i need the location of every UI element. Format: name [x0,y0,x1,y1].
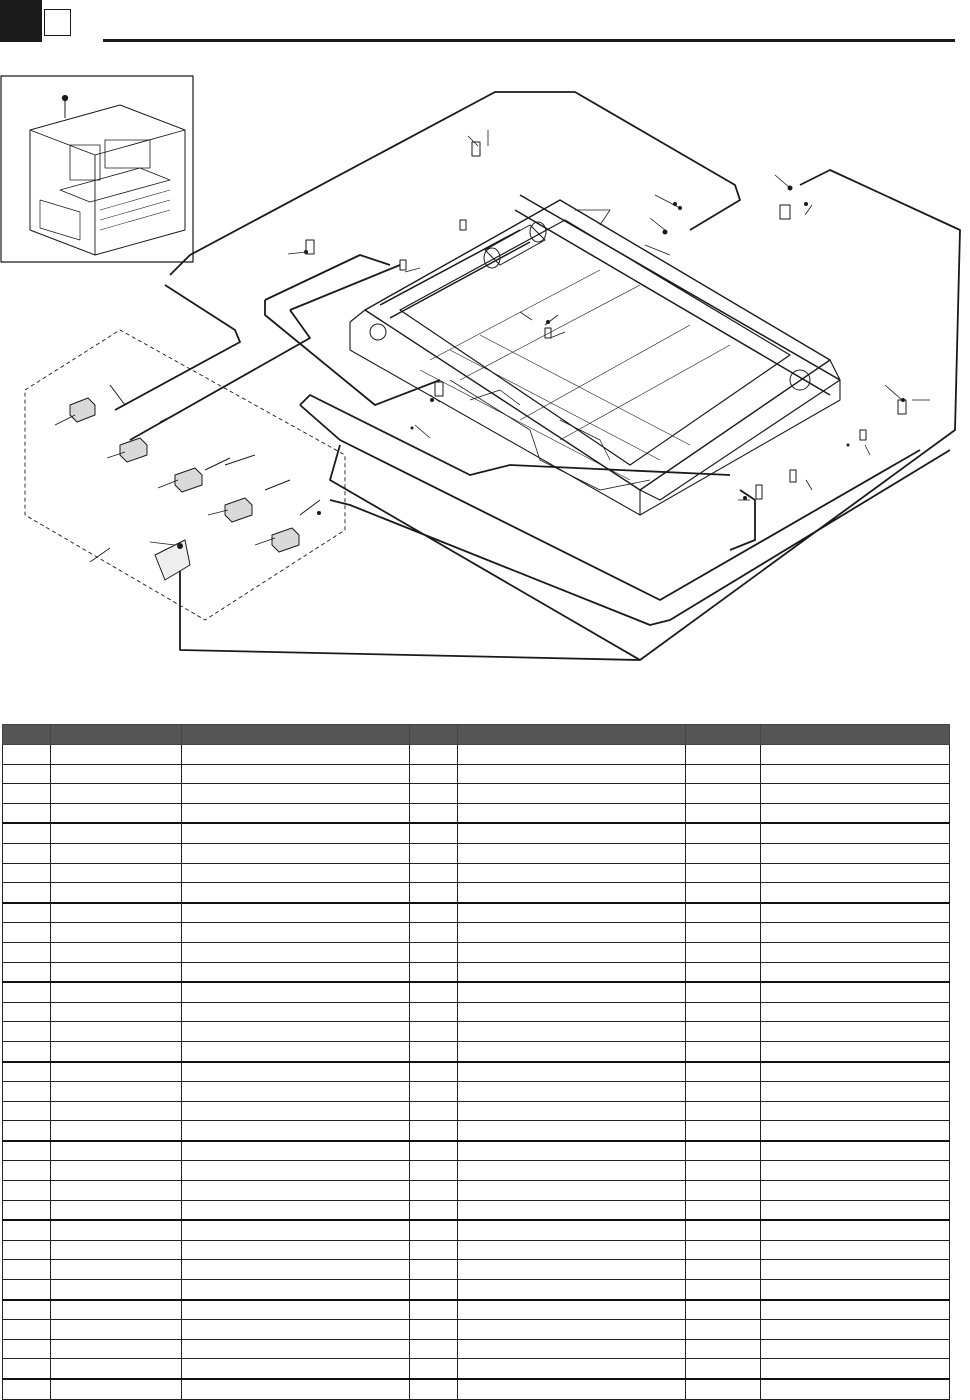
table-cell [686,863,761,883]
table-cell [51,863,182,883]
table-cell [3,745,51,765]
table-row [3,863,950,883]
table-row [3,1260,950,1280]
table-cell [182,1121,410,1141]
table-cell [761,1320,950,1340]
table-cell [3,1041,51,1061]
table-cell [410,1161,458,1181]
table-cell [686,1280,761,1300]
table-cell [458,1339,686,1359]
table-cell [686,903,761,923]
table-cell [410,764,458,784]
table-cell [686,923,761,943]
table-cell [761,1002,950,1022]
table-cell [3,843,51,863]
table-cell [458,1101,686,1121]
table-cell [761,942,950,962]
table-cell [3,803,51,823]
table-cell [686,1002,761,1022]
table-cell [761,1022,950,1042]
column-header [686,725,761,745]
table-cell [51,1121,182,1141]
table-cell [182,1161,410,1181]
table-cell [761,1220,950,1240]
table-row [3,942,950,962]
table-cell [761,1141,950,1161]
main-frame-assembly [350,195,840,515]
table-cell [458,1300,686,1320]
table-row [3,1359,950,1379]
table-cell [761,1200,950,1220]
table-row [3,1200,950,1220]
table-cell [458,843,686,863]
table-cell [3,863,51,883]
table-cell [51,823,182,843]
table-cell [458,1062,686,1082]
table-cell [458,1181,686,1201]
table-cell [761,903,950,923]
table-cell [761,982,950,1002]
table-cell [686,1359,761,1379]
table-cell [3,923,51,943]
machine-overview-inset [1,76,193,262]
table-cell [3,1200,51,1220]
table-cell [51,784,182,804]
table-cell [686,784,761,804]
table-cell [3,1280,51,1300]
table-cell [410,1220,458,1240]
table-cell [410,1280,458,1300]
table-cell [410,1002,458,1022]
table-cell [3,1141,51,1161]
table-cell [51,1300,182,1320]
table-cell [182,1181,410,1201]
table-cell [458,1320,686,1340]
table-cell [410,1300,458,1320]
table-cell [410,962,458,982]
table-cell [458,1041,686,1061]
table-cell [686,1300,761,1320]
table-cell [51,1280,182,1300]
table-cell [458,903,686,923]
table-cell [410,1260,458,1280]
table-cell [761,1041,950,1061]
table-cell [410,1200,458,1220]
table-row [3,1320,950,1340]
table-cell [761,803,950,823]
table-cell [686,1260,761,1280]
table-cell [410,745,458,765]
table-cell [458,1359,686,1379]
table-cell [458,745,686,765]
table-cell [458,863,686,883]
table-cell [3,1101,51,1121]
table-cell [3,1062,51,1082]
table-cell [458,1280,686,1300]
table-row [3,764,950,784]
table-cell [51,923,182,943]
column-header [458,725,686,745]
table-cell [761,1339,950,1359]
table-cell [182,1339,410,1359]
table-cell [182,883,410,903]
table-cell [410,982,458,1002]
table-cell [686,1121,761,1141]
section-marker-box [44,9,71,36]
table-row [3,903,950,923]
table-cell [51,982,182,1002]
table-cell [182,764,410,784]
parts-list-table [2,724,950,1400]
table-cell [51,962,182,982]
table-body [3,745,950,1400]
column-header [51,725,182,745]
table-cell [410,803,458,823]
table-cell [3,1161,51,1181]
table-cell [410,843,458,863]
column-header [3,725,51,745]
table-cell [182,1041,410,1061]
table-cell [686,1320,761,1340]
table-cell [182,1240,410,1260]
table-cell [410,1062,458,1082]
table-cell [686,1022,761,1042]
table-cell [51,1181,182,1201]
table-cell [3,883,51,903]
column-header [182,725,410,745]
table-cell [51,1220,182,1240]
table-cell [182,962,410,982]
table-cell [761,843,950,863]
table-row [3,1062,950,1082]
table-cell [3,1181,51,1201]
table-cell [3,1240,51,1260]
table-row [3,1300,950,1320]
table-cell [761,1280,950,1300]
table-cell [410,823,458,843]
table-cell [458,982,686,1002]
table-cell [686,1101,761,1121]
table-cell [3,784,51,804]
table-row [3,745,950,765]
table-cell [182,1062,410,1082]
table-row [3,1220,950,1240]
table-cell [51,1379,182,1399]
table-cell [51,745,182,765]
table-cell [410,863,458,883]
table-cell [182,1082,410,1102]
table-cell [686,764,761,784]
table-cell [182,1101,410,1121]
table-cell [51,803,182,823]
table-row [3,923,950,943]
table-row [3,1022,950,1042]
table-cell [458,1379,686,1399]
table-cell [3,1082,51,1102]
table-cell [182,1359,410,1379]
table-row [3,883,950,903]
column-header [410,725,458,745]
table-cell [458,1200,686,1220]
table-cell [182,923,410,943]
table-cell [458,1260,686,1280]
table-cell [761,1101,950,1121]
table-cell [51,1101,182,1121]
table-row [3,962,950,982]
table-cell [51,843,182,863]
table-cell [686,1082,761,1102]
table-cell [3,764,51,784]
table-cell [410,1240,458,1260]
table-cell [410,784,458,804]
table-cell [3,1022,51,1042]
table-cell [3,1300,51,1320]
table-cell [761,1240,950,1260]
table-cell [686,883,761,903]
table-cell [182,1280,410,1300]
table-cell [51,1022,182,1042]
table-cell [182,1200,410,1220]
table-cell [182,863,410,883]
table-cell [686,1379,761,1399]
table-cell [761,1260,950,1280]
table-cell [410,942,458,962]
table-cell [410,923,458,943]
table-cell [51,1141,182,1161]
table-cell [410,1101,458,1121]
table-row [3,803,950,823]
table-row [3,1280,950,1300]
table-cell [458,1240,686,1260]
table-cell [458,803,686,823]
table-cell [51,1359,182,1379]
table-cell [458,883,686,903]
column-header [761,725,950,745]
table-cell [410,1181,458,1201]
table-cell [686,843,761,863]
table-cell [3,1220,51,1240]
table-row [3,1240,950,1260]
table-cell [51,1161,182,1181]
table-cell [3,942,51,962]
table-cell [3,1359,51,1379]
table-cell [410,1082,458,1102]
table-row [3,1002,950,1022]
table-cell [51,1002,182,1022]
table-cell [182,745,410,765]
table-cell [458,784,686,804]
table-cell [458,923,686,943]
table-cell [458,1082,686,1102]
table-cell [686,1161,761,1181]
table-cell [458,962,686,982]
table-cell [761,883,950,903]
table-row [3,1082,950,1102]
table-cell [410,883,458,903]
table-cell [458,1121,686,1141]
table-cell [51,1062,182,1082]
table-cell [3,1379,51,1399]
table-cell [410,1022,458,1042]
table-row [3,1141,950,1161]
table-cell [51,1339,182,1359]
table-cell [686,803,761,823]
table-cell [761,1181,950,1201]
table-cell [3,1121,51,1141]
table-cell [686,962,761,982]
table-cell [761,1161,950,1181]
table-cell [182,1022,410,1042]
table-cell [182,1260,410,1280]
table-cell [182,982,410,1002]
table-cell [182,1002,410,1022]
table-cell [761,923,950,943]
table-cell [761,823,950,843]
table-cell [51,1240,182,1260]
table-cell [182,803,410,823]
table-cell [458,1002,686,1022]
table-row [3,1121,950,1141]
table-cell [761,962,950,982]
table-cell [182,1220,410,1240]
table-cell [458,1022,686,1042]
table-cell [51,1041,182,1061]
table-row [3,1181,950,1201]
table-cell [761,1379,950,1399]
header-rule [103,39,955,42]
table-cell [3,982,51,1002]
table-cell [182,1379,410,1399]
table-header-row [3,725,950,745]
table-cell [51,1082,182,1102]
table-cell [686,982,761,1002]
table-cell [686,942,761,962]
table-cell [686,1339,761,1359]
table-row [3,982,950,1002]
table-row [3,843,950,863]
table-cell [686,823,761,843]
table-cell [686,1062,761,1082]
table-cell [761,1359,950,1379]
table-cell [686,745,761,765]
table-cell [51,764,182,784]
table-cell [51,1200,182,1220]
table-cell [182,784,410,804]
table-cell [51,883,182,903]
table-cell [182,823,410,843]
table-cell [761,1121,950,1141]
table-cell [761,1062,950,1082]
table-cell [410,1379,458,1399]
table-cell [410,1141,458,1161]
table-cell [761,764,950,784]
table-cell [3,1260,51,1280]
table-cell [3,1339,51,1359]
table-cell [761,1082,950,1102]
table-row [3,1379,950,1399]
table-cell [182,903,410,923]
table-cell [51,1260,182,1280]
table-row [3,1339,950,1359]
table-cell [686,1181,761,1201]
table-cell [51,942,182,962]
table-cell [761,784,950,804]
table-cell [458,1220,686,1240]
table-row [3,784,950,804]
connector-parts [110,142,906,515]
table-cell [410,1041,458,1061]
table-row [3,823,950,843]
table-row [3,1161,950,1181]
amplifier-units [70,398,299,580]
table-cell [3,823,51,843]
table-cell [410,1121,458,1141]
table-cell [3,962,51,982]
table-cell [410,1359,458,1379]
table-cell [458,1161,686,1181]
table-cell [761,1300,950,1320]
table-cell [458,942,686,962]
table-cell [51,1320,182,1340]
table-cell [182,843,410,863]
exploded-parts-diagram [0,60,970,700]
table-cell [410,1320,458,1340]
table-cell [458,764,686,784]
table-cell [182,1320,410,1340]
table-row [3,1101,950,1121]
table-cell [51,903,182,923]
table-cell [686,1240,761,1260]
table-cell [182,1300,410,1320]
table-cell [410,903,458,923]
table-cell [686,1141,761,1161]
table-cell [182,1141,410,1161]
table-cell [3,903,51,923]
table-cell [182,942,410,962]
table-row [3,1041,950,1061]
table-cell [3,1002,51,1022]
table-cell [761,863,950,883]
section-marker-black [0,0,42,42]
table-cell [686,1220,761,1240]
table-cell [686,1200,761,1220]
table-cell [761,745,950,765]
table-cell [410,1339,458,1359]
table-cell [3,1320,51,1340]
table-cell [686,1041,761,1061]
table-cell [458,1141,686,1161]
table-cell [458,823,686,843]
